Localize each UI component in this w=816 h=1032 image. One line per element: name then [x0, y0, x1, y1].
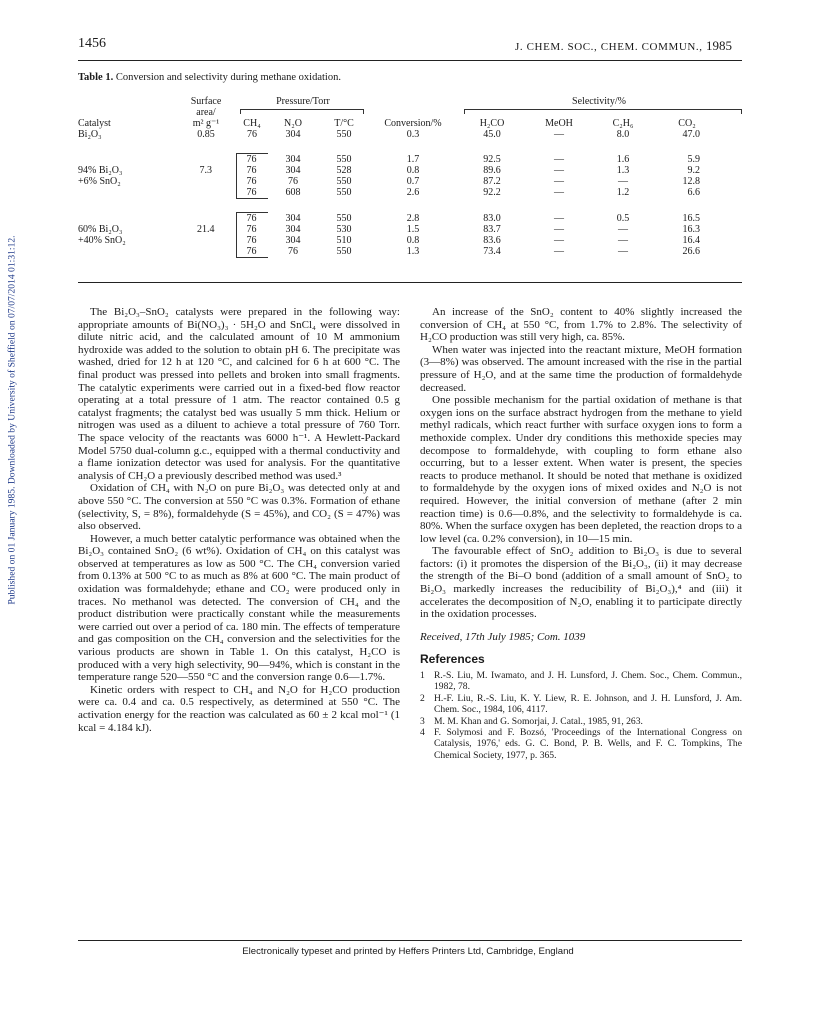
cell-temp: 550 [336, 129, 352, 140]
page-number: 1456 [78, 36, 106, 51]
cell-ch4: 76 [236, 213, 268, 225]
table-header-row-3 [78, 118, 742, 129]
reference-text: F. Solymosi and F. Bozsó, 'Proceedings of the International Congress on Catalysis, 1976,' eds. G. C. Bond, P. B. Wells, and F. C. Tompkins, The Chemical Society, 1977, p. 365. [434, 727, 742, 761]
cell-c2h6: — [618, 224, 628, 235]
paragraph: Kinetic orders with respect to CH₄ and N₂O for H₂CO production were ca. 0.4 and ca. 0.5 respectively, as determined at 550 °C. The activation energy for the reaction was calculated as 60 ± 2 kcal mol⁻¹ (1 kcal = 4.184 kJ). [78, 683, 400, 734]
side-note-text: Published on 01 January 1985. Downloaded by University of Sheffield on 07/07/2014 01:31:12. [6, 235, 18, 605]
reference-number: 2 [420, 692, 425, 704]
catalyst-name-line-2: +40% SnO₂ [78, 235, 126, 246]
cell-ch4: 76 [236, 176, 268, 187]
cell-conversion: 0.7 [406, 176, 420, 187]
cell-h2co: 92.2 [483, 187, 501, 198]
cell-n2o: 76 [288, 246, 298, 257]
cell-meoh: — [554, 187, 564, 198]
reference-text: R.-S. Liu, M. Iwamato, and J. H. Lunsford, J. Chem. Soc., Chem. Commun., 1982, 78. [434, 670, 742, 693]
cell-temp: 550 [336, 153, 352, 165]
table-row [78, 129, 742, 140]
cell-meoh: — [554, 212, 564, 224]
cell-co2: 26.6 [682, 246, 700, 257]
table-header-row-1 [78, 96, 742, 107]
paragraph: When water was injected into the reactant mixture, MeOH formation (3—8%) was observed. The amount increased with the rise in the partial pressure of H₂O, and at the same time the production of formaldehyde decreased. [420, 343, 742, 394]
surface-area: 21.4 [197, 224, 215, 235]
table-header-row-2 [78, 107, 742, 118]
table-caption-text: Conversion and selectivity during methane oxidation. [115, 72, 341, 83]
reference-text: H.-F. Liu, R.-S. Liu, K. Y. Liew, R. E. Johnson, and J. H. Lunsford, J. Am. Chem. Soc., 1984, 106, 4117. [434, 692, 742, 716]
table-row [78, 187, 742, 199]
cell-meoh: — [554, 153, 564, 165]
journal-name: J. CHEM. SOC., CHEM. COMMUN., [515, 41, 706, 53]
table-bottom-rule [78, 282, 742, 283]
cell-h2co: 45.0 [483, 129, 501, 140]
header-catalyst: Catalyst [78, 118, 111, 129]
cell-ch4: 76 [236, 154, 268, 166]
cell-co2: 9.2 [687, 165, 700, 176]
table-caption [78, 72, 341, 83]
references-heading: References [420, 652, 485, 667]
surface-area: 7.3 [199, 165, 212, 176]
reference-item [420, 693, 742, 716]
cell-ch4: 76 [236, 224, 268, 235]
cell-h2co: 83.7 [483, 224, 501, 235]
cell-conversion: 1.7 [406, 153, 420, 165]
header-pressure: Pressure/Torr [276, 96, 330, 107]
left-column [78, 306, 400, 734]
cell-meoh: — [554, 246, 564, 257]
catalyst-name-line-2: +6% SnO₂ [78, 176, 121, 187]
reference-number: 3 [420, 715, 425, 727]
reference-item [420, 716, 742, 727]
cell-n2o: 304 [285, 153, 301, 165]
cell-h2co: 92.5 [483, 153, 501, 165]
conversion-table [78, 96, 742, 258]
cell-n2o: 608 [285, 187, 301, 198]
table-row [78, 176, 742, 187]
paragraph: However, a much better catalytic performance was obtained when the Bi₂O₃ contained SnO₂ (6 wt%). Oxidation of CH₄ on this catalyst was observed at temperatures as low as 500 °C. The CH₄ conversion varied from 0.13% at 500 °C to as much as 8% at 600 °C. The main product of oxidation was formaldehyde; ethane and CO₂ were produced only in traces. No methanol was detected. The conversion of CH₄ and the product distribution were practically constant while the measurements were carried out over a period of ca. 180 min. The effects of temperature and gas composition on the CH₄ conversion and the selectivities for the various products are shown in Table 1. On this catalyst, H₂CO is produced with a very high selectivity, 90—94%, which is constant in the temperature range 520—550 °C and the conversion range 0.6—1.7%. [78, 532, 400, 684]
header-h2co: H₂CO [479, 118, 505, 129]
cell-n2o: 304 [285, 224, 301, 235]
references-list [420, 670, 742, 761]
publication-side-note [6, 200, 18, 640]
cell-ch4: 76 [236, 187, 268, 199]
cell-co2: 47.0 [682, 129, 700, 140]
paragraph: The Bi₂O₃–SnO₂ catalysts were prepared in the following way: appropriate amounts of Bi(NO₃)₃ · 5H₂O and SnCl₄ were dissolved in dilute nitric acid, and the calculated amount of 10 M ammonium hydroxide was added to the solution to obtain pH 6. The precipitate was washed, dried for 12 h at 120 °C, and calcined for 6 h at 600 °C. The final product was pressed into pellets and broken into small fragments. The catalytic experiments were carried out in a fixed-bed flow reactor operating at a total pressure of 1 atm. The reactor contained 0.5 g catalyst fragments; the catalyst bed was usually 5 mm thick. Helium or nitrogen was used as a diluent to achieve a total pressure of 760 Torr. The space velocity of the reactants was 6000 h⁻¹. A Hewlett-Packard Model 5750 dual-column g.c., equipped with a thermal conductivity and a flame ionization detector was used for analysis. For the quantitative analysis of CH₂O a previously described method was used.³ [78, 306, 400, 482]
cell-n2o: 304 [285, 212, 301, 224]
header-selectivity: Selectivity/% [572, 96, 626, 107]
cell-meoh: — [554, 129, 564, 140]
header-temp: T/°C [334, 118, 354, 129]
footer-rule [78, 940, 742, 941]
cell-c2h6: — [618, 176, 628, 187]
header-conversion: Conversion/% [384, 118, 442, 129]
table-row [78, 246, 742, 258]
paragraph: One possible mechanism for the partial oxidation of methane is that oxygen ions on the surface abstract hydrogen from the methane to yield methyl radicals, which react further with surface oxygen ions to form a methoxide complex. Under dry conditions this methoxide species may decompose to formaldehyde, with coupling to form ethane also occurring, but to a lesser extent. When water is present, the species reacts to produce methanol. It should be noted that methane is oxidized to formaldehyde by the oxygen ions of mixed oxides and N₂O is not required. However, the initial conversion of methane (after 2 min reaction time) is 0.6—0.8%, and the selectivity to formaldehyde is ca. 80%. When the surface oxygen has been depleted, the reaction drops to a low level (ca. 0.2% conversion), in 10—15 min. [420, 394, 742, 545]
cell-c2h6: — [618, 235, 628, 246]
pressure-bracket [240, 109, 364, 114]
header-co2: CO₂ [678, 118, 696, 129]
table-row [78, 224, 742, 235]
journal-header [515, 38, 732, 54]
catalyst-name: Bi₂O₃ [78, 129, 102, 140]
cell-co2: 16.4 [682, 235, 700, 246]
cell-ch4: 76 [236, 165, 268, 176]
paragraph: The favourable effect of SnO₂ addition to Bi₂O₃ is due to several factors: (i) it promotes the dispersion of the Bi₂O₃, (ii) it may decrease the strength of the Bi–O bond (addition of a small amount of SnO₂ to Bi₂O₃ markedly increases the reducibility of Bi₂O₃),⁴ and (iii) it accelerates the decomposition of N₂O, enabling it to participate directly in the oxidation processes. [420, 545, 742, 621]
cell-ch4: 76 [236, 246, 268, 258]
cell-co2: 16.5 [682, 212, 700, 224]
cell-c2h6: — [618, 246, 628, 257]
cell-temp: 510 [336, 235, 352, 246]
cell-h2co: 83.6 [483, 235, 501, 246]
right-column [420, 306, 742, 761]
cell-n2o: 76 [288, 176, 298, 187]
table-row [78, 235, 742, 246]
catalyst-name: 60% Bi₂O₃ [78, 224, 123, 235]
cell-meoh: — [554, 165, 564, 176]
cell-co2: 5.9 [687, 153, 700, 165]
cell-meoh: — [554, 176, 564, 187]
cell-conversion: 1.3 [406, 246, 420, 257]
cell-h2co: 73.4 [483, 246, 501, 257]
cell-temp: 528 [336, 165, 352, 176]
table-row [78, 165, 742, 176]
catalyst-name: 94% Bi₂O₃ [78, 165, 123, 176]
reference-number: 4 [420, 727, 425, 739]
paragraph: Oxidation of CH₄ with N₂O on pure Bi₂O₃ was detected only at and above 550 °C. The conversion at 550 °C was 0.3%. Formation of ethane (selectivity, S, = 8%), formaldehyde (S = 45%), and CO₂ (S = 47%) was also observed. [78, 482, 400, 533]
cell-n2o: 304 [285, 235, 301, 246]
reference-text: M. M. Khan and G. Somorjai, J. Catal., 1985, 91, 263. [434, 715, 643, 727]
header-surface-1: Surface [190, 96, 222, 107]
cell-conversion: 2.6 [406, 187, 420, 198]
cell-c2h6: 1.6 [616, 153, 630, 165]
cell-temp: 550 [336, 187, 352, 198]
header-n2o: N₂O [284, 118, 302, 129]
reference-number: 1 [420, 670, 425, 682]
cell-temp: 550 [336, 212, 352, 224]
cell-n2o: 304 [285, 129, 301, 140]
reference-item [420, 670, 742, 693]
paragraph: An increase of the SnO₂ content to 40% slightly increased the conversion of CH₄ at 550 °C, from 1.7% to 2.8%. The selectivity of H₂CO production was still very high, ca. 85%. [420, 306, 742, 344]
table-caption-label: Table 1. [78, 72, 114, 83]
cell-c2h6: 0.5 [616, 212, 630, 224]
cell-co2: 6.6 [687, 187, 700, 198]
cell-temp: 550 [336, 176, 352, 187]
cell-c2h6: 1.3 [616, 165, 630, 176]
cell-c2h6: 8.0 [616, 129, 630, 140]
cell-n2o: 304 [285, 165, 301, 176]
surface-area: 0.85 [197, 129, 215, 140]
cell-co2: 16.3 [682, 224, 700, 235]
cell-c2h6: 1.2 [616, 187, 630, 198]
reference-item [420, 727, 742, 761]
cell-co2: 12.8 [682, 176, 700, 187]
cell-temp: 550 [336, 246, 352, 257]
selectivity-bracket [464, 109, 742, 114]
cell-conversion: 0.8 [406, 235, 420, 246]
cell-h2co: 87.2 [483, 176, 501, 187]
cell-meoh: — [554, 224, 564, 235]
cell-conversion: 1.5 [406, 224, 420, 235]
cell-conversion: 0.8 [406, 165, 420, 176]
cell-conversion: 2.8 [406, 212, 420, 224]
cell-meoh: — [554, 235, 564, 246]
header-ch4: CH₄ [243, 118, 261, 129]
footer-text: Electronically typeset and printed by Heffers Printers Ltd, Cambridge, England [242, 946, 574, 957]
cell-conversion: 0.3 [406, 129, 420, 140]
table-row [78, 213, 742, 225]
table-row [78, 154, 742, 166]
header-surface-3: m² g⁻¹ [192, 118, 220, 129]
received-line: Received, 17th July 1985; Com. 1039 [420, 630, 586, 643]
cell-ch4: 76 [236, 235, 268, 246]
cell-ch4: 76 [247, 129, 257, 140]
header-rule [78, 60, 742, 61]
header-c2h6: C₂H₆ [612, 118, 634, 129]
cell-h2co: 83.0 [483, 212, 501, 224]
journal-year: 1985 [706, 38, 732, 53]
header-meoh: MeOH [545, 118, 573, 129]
cell-temp: 530 [336, 224, 352, 235]
header-surface-2: area/ [196, 107, 216, 118]
cell-h2co: 89.6 [483, 165, 501, 176]
